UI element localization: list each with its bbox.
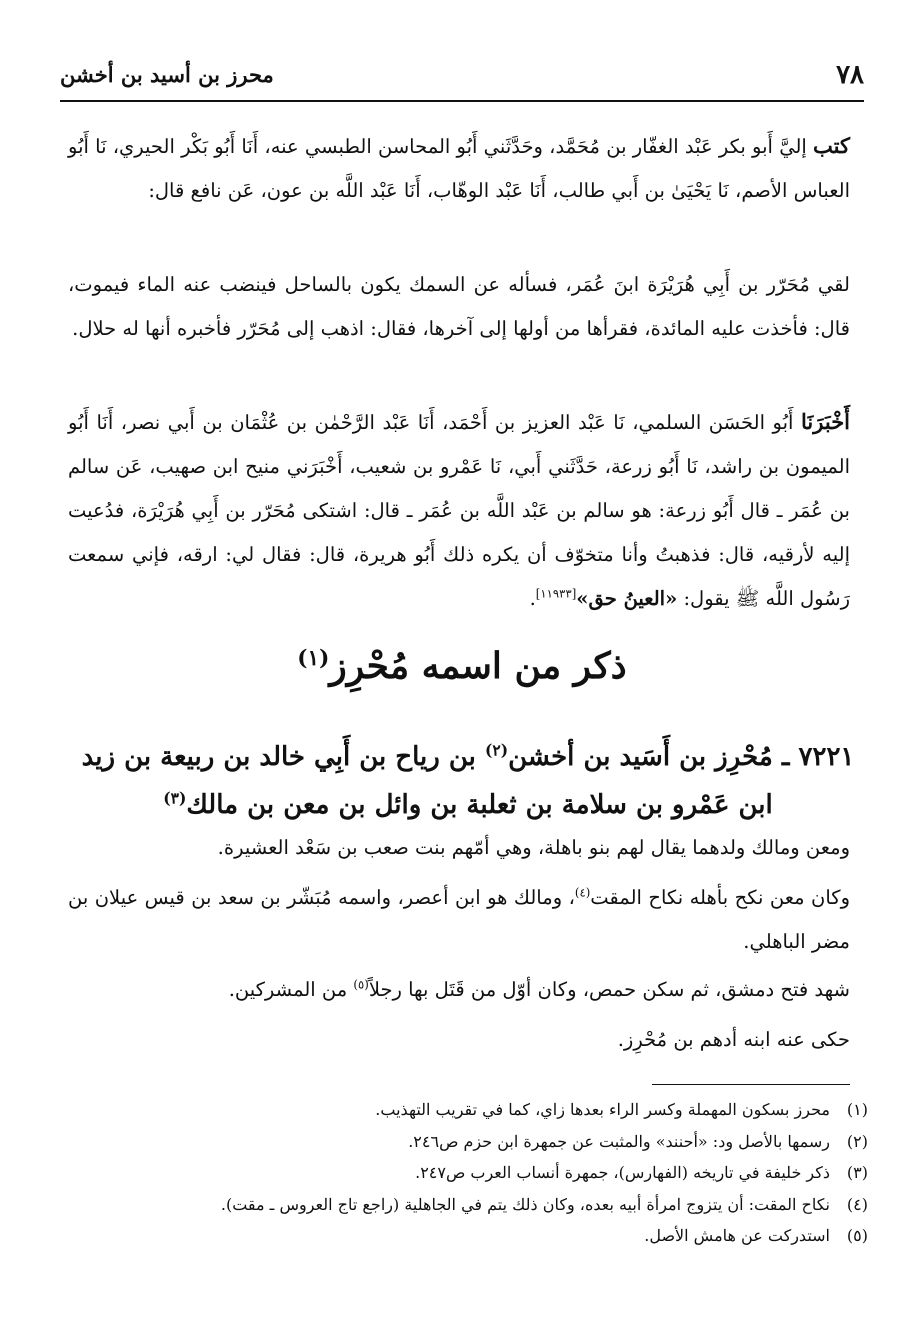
paragraph-isnad-1	[68, 124, 850, 213]
bio-text: ومعن ومالك ولدهما يقال لهم بنو باهلة، وهي أمّهم بنت صعب بن سَعْد العشيرة.	[217, 836, 850, 859]
section-heading	[0, 638, 924, 694]
footnote	[60, 1157, 868, 1189]
bio-text-cont: ، ومالك هو ابن أعصر، واسمه مُبَشّر بن سعد بن قيس عيلان بن مضر الباهلي.	[68, 886, 850, 953]
footnote	[60, 1220, 868, 1252]
bio-paragraph	[68, 826, 850, 870]
bio-paragraph	[68, 1018, 850, 1062]
page-header	[60, 60, 864, 90]
hadith-reference: [١١٩٣٣]	[535, 586, 577, 601]
footnote-rule	[652, 1084, 850, 1085]
footnote-text: محرز بسكون المهملة وكسر الراء بعدها زاي، كما في تقريب التهذيب.	[375, 1100, 830, 1119]
footnotes	[60, 1094, 868, 1252]
footnote	[60, 1094, 868, 1126]
footnote-text: استدركت عن هامش الأصل.	[644, 1226, 830, 1245]
paragraph-text: إليَّ أَبو بكر عَبْد الغفّار بن مُحَمَّد، وحَدَّثَني أَبُو المحاسن الطبسي عنه، أَنَا أَبُو بَكْر الحيري، نَا أَبُو العباس الأصم، نَا يَحْيَىٰ بن أَبي طالب، أَنَا عَبْد الوهّاب، أَنَا عَبْد اللَّه بن عون، عَن نافع قال:	[68, 135, 850, 202]
footnote	[60, 1126, 868, 1158]
footnote-number: (٢)	[846, 1131, 868, 1151]
entry-title	[70, 733, 866, 829]
footnote-marker: (٢)	[484, 740, 509, 760]
paragraph-report	[68, 263, 850, 351]
footnote-text: نكاح المقت: أن يتزوج امرأة أبيه بعده، وكان ذلك يتم في الجاهلية (راجع تاج العروس ـ مقت).	[220, 1194, 830, 1214]
hadith-quote: «العينُ حق»	[576, 587, 678, 610]
page-number: ٧٨	[836, 60, 864, 90]
paragraph-lead-word: كتب	[813, 133, 850, 158]
footnote-marker: (٣)	[163, 788, 187, 808]
section-heading-text: ذكر من اسمه مُحْرِز	[329, 645, 627, 687]
running-title: محرز بن أسيد بن أخشن	[60, 62, 274, 87]
bio-paragraph	[68, 876, 850, 964]
footnote-marker: (٥)	[353, 977, 369, 992]
bio-text: شهد فتح دمشق، ثم سكن حمص، وكان أوّل من قَتَل بها رجلاً	[368, 978, 850, 1001]
footnote-number: (٥)	[846, 1226, 868, 1245]
paragraph-lead-word: أَخْبَرَنَا	[801, 409, 851, 434]
paragraph-isnad-2	[68, 400, 850, 621]
entry-title-text: ٧٢٢١ ـ مُحْرِز بن أَسَيد بن أخشن	[508, 742, 855, 772]
footnote-number: (٣)	[846, 1163, 868, 1182]
bio-paragraph	[68, 968, 850, 1012]
footnote-marker: (٤)	[574, 885, 591, 900]
footnote-marker: (١)	[297, 646, 330, 671]
bio-text: حكى عنه ابنه أدهم بن مُحْرِز.	[617, 1028, 850, 1051]
paragraph-text: أَبُو الحَسَن السلمي، نَا عَبْد العزيز بن أَحْمَد، أَنَا عَبْد الرَّحْمٰن بن عُثْمَان بن أَبي نصر، أَنَا أَبُو الميمون بن راشد، نَا أَبُو زرعة، حَدَّثَني أَبي، نَا عَمْرو بن شعيب، أَخْبَرَني منيح ابن صهيب، عَن سالم بن عُمَر ـ قال أَبُو زرعة: هو سالم بن عَبْد اللَّه بن عُمَر ـ قال: اشتكى مُحَرّر بن أَبِي هُرَيْرَة، فدُعيت إليه لأرقيه، قال: فذهبتُ وأنا متخوّف أن يكره ذلك أَبُو هريرة، قال: فقال لي: ارقه، فإني سمعت رَسُول اللَّه ﷺ يقول:	[68, 411, 850, 610]
header-rule	[60, 100, 864, 102]
footnote-number: (١)	[846, 1100, 868, 1119]
paragraph-text: لقي مُحَرّر بن أَبِي هُرَيْرَة ابنَ عُمَر، فسأله عن السمك يكون بالساحل فينضب عنه الماء فيموت، قال: فأخذت عليه المائدة، فقرأها من أولها إلى آخرها، فقال: اذهب إلى مُحَرّر فأخبره أنها له حلال.	[68, 273, 850, 340]
entry-title-text-cont: بن رياح بن أَبِي خالد بن ربيعة بن زيد ابن عَمْرو بن سلامة بن ثعلبة بن وائل بن معن بن مالك	[81, 742, 773, 820]
paragraph-end: .	[529, 587, 536, 610]
footnote	[60, 1189, 868, 1221]
bio-text: وكان معن نكح بأهله نكاح المقت	[590, 886, 850, 909]
footnote-number: (٤)	[846, 1194, 868, 1214]
footnote-text: ذكر خليفة في تاريخه (الفهارس)، جمهرة أنساب العرب ص٢٤٧.	[415, 1163, 830, 1182]
footnote-text: رسمها بالأصل ود: «أحنند» والمثبت عن جمهرة ابن حزم ص٢٤٦.	[408, 1131, 830, 1151]
bio-text-cont: من المشركين.	[228, 978, 348, 1001]
